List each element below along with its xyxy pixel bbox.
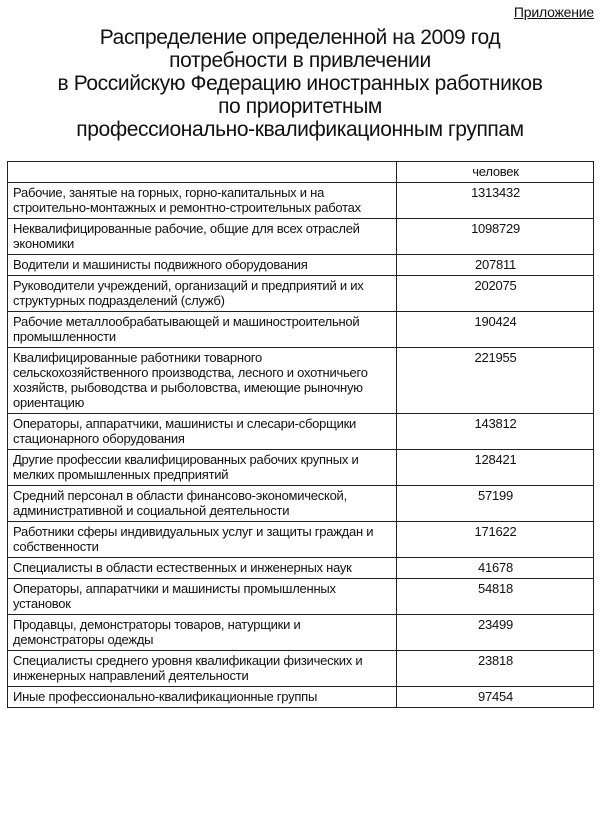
table-header-row xyxy=(8,162,594,183)
table-row xyxy=(8,348,594,414)
worker-count-cell: 41678 xyxy=(397,558,594,579)
worker-count-cell: 23499 xyxy=(397,615,594,651)
group-name-cell: Руководители учреждений, организаций и предприятий и их структурных подразделений (служб) xyxy=(8,276,397,312)
group-name-cell: Работники сферы индивидуальных услуг и защиты граждан и собственности xyxy=(8,522,397,558)
table-row xyxy=(8,522,594,558)
title-line: профессионально-квалификационным группам xyxy=(76,118,524,141)
table-body xyxy=(8,183,594,708)
group-name-cell: Другие профессии квалифицированных рабочих крупных и мелких промышленных предприятий xyxy=(8,450,397,486)
worker-count-cell: 54818 xyxy=(397,579,594,615)
table-row xyxy=(8,312,594,348)
title-line: по приоритетным xyxy=(218,95,382,118)
title-line: Распределение определенной на 2009 год xyxy=(99,26,501,49)
annex-label: Приложение xyxy=(513,4,594,20)
table-row xyxy=(8,558,594,579)
group-name-cell: Водители и машинисты подвижного оборудования xyxy=(8,255,397,276)
worker-count-cell: 207811 xyxy=(397,255,594,276)
table-row xyxy=(8,651,594,687)
worker-count-cell: 171622 xyxy=(397,522,594,558)
worker-count-cell: 97454 xyxy=(397,687,594,708)
group-name-cell: Квалифицированные работники товарного сельскохозяйственного производства, лесного и охотничьего хозяйств, рыбоводства и рыболовства, имеющие рыночную ориентацию xyxy=(8,348,397,414)
table-row xyxy=(8,183,594,219)
worker-count-cell: 202075 xyxy=(397,276,594,312)
table-row xyxy=(8,276,594,312)
group-name-cell: Рабочие, занятые на горных, горно-капитальных и на строительно-монтажных и ремонтно-строительных работах xyxy=(8,183,397,219)
document-title xyxy=(0,26,600,141)
table-row xyxy=(8,414,594,450)
group-name-cell: Специалисты среднего уровня квалификации физических и инженерных направлений деятельности xyxy=(8,651,397,687)
table-row xyxy=(8,687,594,708)
table-row xyxy=(8,579,594,615)
group-column-header xyxy=(8,162,397,183)
group-name-cell: Иные профессионально-квалификационные группы xyxy=(8,687,397,708)
distribution-table xyxy=(7,161,594,708)
group-name-cell: Продавцы, демонстраторы товаров, натурщики и демонстраторы одежды xyxy=(8,615,397,651)
table-row xyxy=(8,486,594,522)
worker-count-cell: 1313432 xyxy=(397,183,594,219)
group-name-cell: Рабочие металлообрабатывающей и машиностроительной промышленности xyxy=(8,312,397,348)
table-row xyxy=(8,255,594,276)
table-row xyxy=(8,219,594,255)
worker-count-cell: 57199 xyxy=(397,486,594,522)
group-name-cell: Неквалифицированные рабочие, общие для всех отраслей экономики xyxy=(8,219,397,255)
worker-count-cell: 143812 xyxy=(397,414,594,450)
worker-count-cell: 1098729 xyxy=(397,219,594,255)
group-name-cell: Средний персонал в области финансово-экономической, административной и социальной деятельности xyxy=(8,486,397,522)
table-row xyxy=(8,450,594,486)
worker-count-cell: 221955 xyxy=(397,348,594,414)
worker-count-cell: 190424 xyxy=(397,312,594,348)
title-line: потребности в привлечении xyxy=(169,49,431,72)
title-line: в Российскую Федерацию иностранных работников xyxy=(57,72,543,95)
worker-count-cell: 128421 xyxy=(397,450,594,486)
table-row xyxy=(8,615,594,651)
unit-column-header: человек xyxy=(397,162,594,183)
group-name-cell: Операторы, аппаратчики, машинисты и слесари-сборщики стационарного оборудования xyxy=(8,414,397,450)
group-name-cell: Специалисты в области естественных и инженерных наук xyxy=(8,558,397,579)
group-name-cell: Операторы, аппаратчики и машинисты промышленных установок xyxy=(8,579,397,615)
worker-count-cell: 23818 xyxy=(397,651,594,687)
